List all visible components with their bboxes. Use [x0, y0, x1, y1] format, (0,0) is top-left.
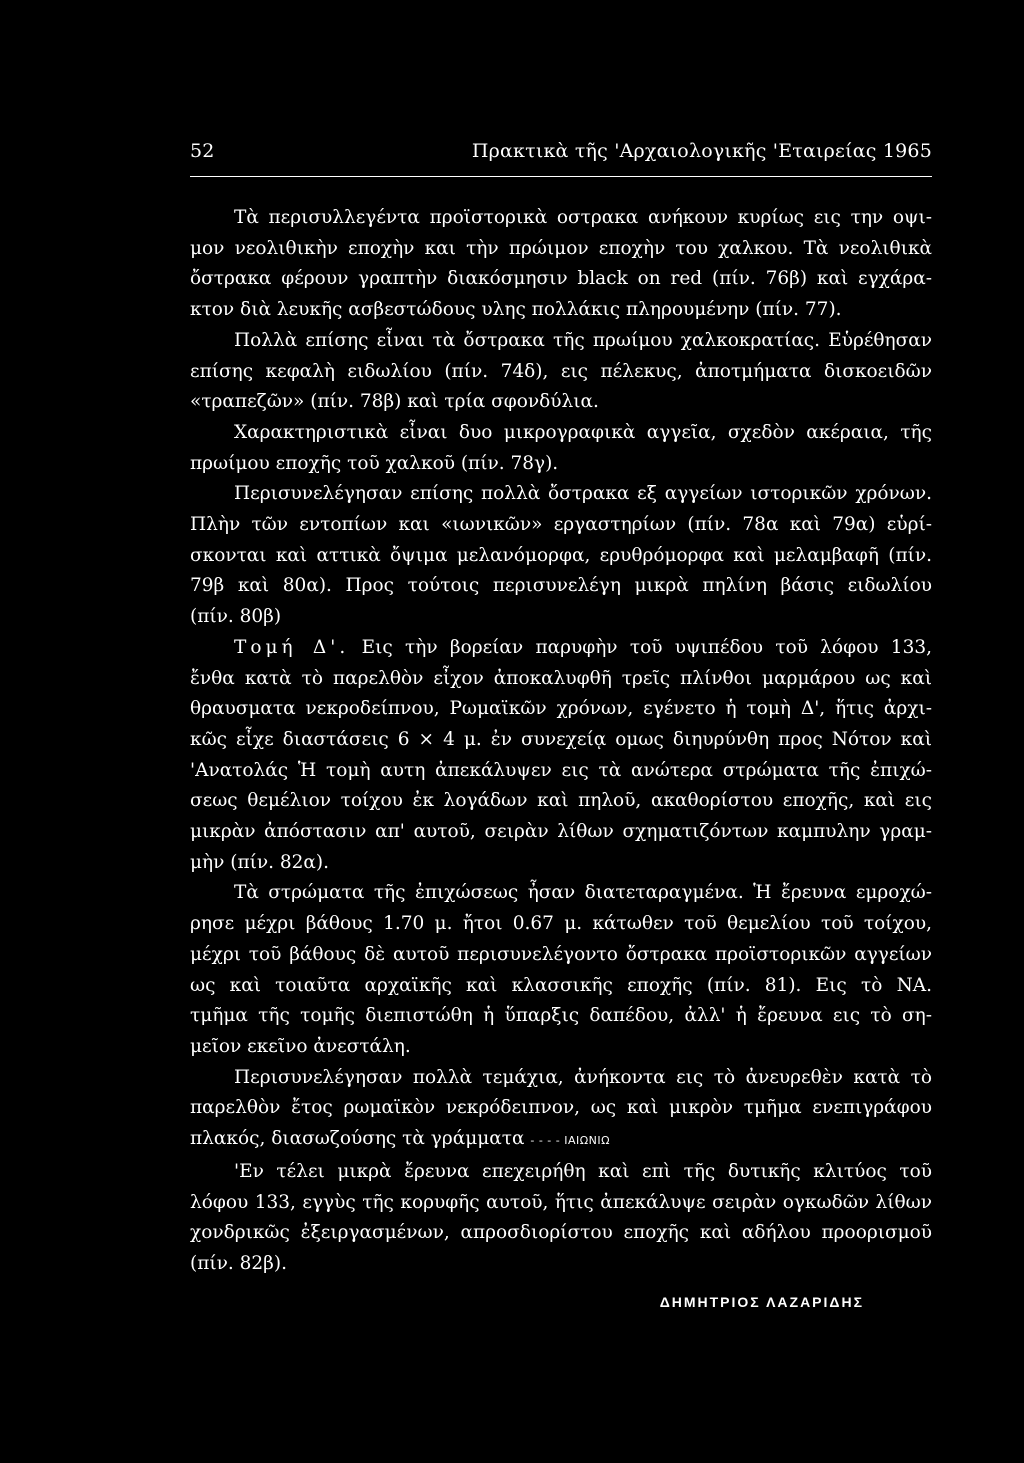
- inscription-text: - - - - ΙΑΙΩΝΙΩ: [530, 1134, 611, 1148]
- text-line: θραυσματα νεκροδείπνου, Ρωμαϊκῶν χρόνων, εγένετο ἡ τομὴ Δ', ἥτις ἀρχι-: [190, 698, 932, 720]
- text-line: παρελθὸν ἔτος ρωμαϊκὸν νεκρόδειπνον, ως καὶ μικρὸν τμῆμα ενεπιγράφου: [190, 1097, 932, 1119]
- text-line: μικρὰν ἀπόστασιν απ' αυτοῦ, σειρὰν λίθων σχηματιζόντων καμπυλην γραμ-: [190, 821, 932, 843]
- author-signature: ΔΗΜΗΤΡΙΟΣ ΛΑΖΑΡΙΔΗΣ: [659, 1293, 864, 1310]
- text-line: Πλὴν τῶν εντοπίων και «ιωνικῶν» εργαστηρίων (πίν. 78α καὶ 79α) εὑρί-: [190, 514, 932, 536]
- text-line: κτον διὰ λευκῆς ασβεστώδους υλης πολλάκις πληρουμένην (πίν. 77).: [190, 299, 842, 321]
- text-line: Τομή Δ'. Εις τὴν βορείαν παρυφὴν τοῦ υψιπέδου τοῦ λόφου 133,: [234, 636, 932, 658]
- text-line: ὄστρακα φέρουν γραπτὴν διακόσμησιν black on red (πίν. 76β) καὶ εγχάρα-: [190, 268, 932, 290]
- text-line: σκονται καὶ αττικὰ ὄψιμα μελανόμορφα, ερυθρόμορφα καὶ μελαμβαφῆ (πίν.: [190, 544, 932, 566]
- text-line: λόφου 133, εγγὺς τῆς κορυφῆς αυτοῦ, ἥτις ἀπεκάλυψε σειρὰν ογκωδῶν λίθων: [190, 1191, 932, 1213]
- text-line: Χαρακτηριστικὰ εἶναι δυο μικρογραφικὰ αγγεῖα, σχεδὸν ακέραια, τῆς: [234, 421, 932, 443]
- text-line: σεως θεμέλιον τοίχου ἐκ λογάδων καὶ πηλοῦ, ακαθορίστου εποχῆς, καὶ εις: [190, 790, 932, 812]
- text-line: κῶς εἶχε διαστάσεις 6 × 4 μ. ἐν συνεχείᾳ ομως διηυρύνθη προς Νότον καὶ: [190, 728, 932, 750]
- text-line: Πολλὰ επίσης εἶναι τὰ ὄστρακα τῆς πρωίμου χαλκοκρατίας. Εὑρέθησαν: [234, 329, 932, 351]
- text-line: ἔνθα κατὰ τὸ παρελθὸν εἶχον ἀποκαλυφθῆ τρεῖς πλίνθοι μαρμάρου ως καὶ: [190, 667, 932, 689]
- text-line: Τὰ περισυλλεγέντα προϊστορικὰ οστρακα ανήκουν κυρίως εις την οψι-: [234, 207, 932, 228]
- text-line: (πίν. 82β).: [190, 1252, 287, 1274]
- text-line: μέχρι τοῦ βάθους δὲ αυτοῦ περισυνελέγοντο ὄστρακα προϊστορικῶν αγγείων: [190, 943, 932, 965]
- section-heading: Τομή Δ'.: [234, 636, 350, 658]
- header-rule: [190, 176, 932, 177]
- text-line: 79β καὶ 80α). Προς τούτοις περισυνελέγη μικρὰ πηλίνη βάσις ειδωλίου: [190, 575, 932, 597]
- text-line: χονδρικῶς ἐξειργασμένων, απροσδιορίστου εποχῆς καὶ αδήλου προορισμοῦ: [190, 1222, 932, 1244]
- page: [190, 140, 932, 1310]
- text-line: 'Εν τέλει μικρὰ ἔρευνα επεχειρήθη καὶ επὶ τῆς δυτικῆς κλιτύος τοῦ: [234, 1160, 932, 1182]
- text-line: τμῆμα τῆς τομῆς διεπιστώθη ἡ ὕπαρξις δαπέδου, ἀλλ' ἡ ἔρευνα εις τὸ ση-: [190, 1005, 932, 1027]
- text-line: Τὰ στρώματα τῆς ἐπιχώσεως ἦσαν διατεταραγμένα. Ἡ ἔρευνα εμροχώ-: [234, 882, 932, 904]
- text-line: (πίν. 80β): [190, 606, 282, 628]
- text-line: Περισυνελέγησαν πολλὰ τεμάχια, ἀνήκοντα εις τὸ ἀνευρεθὲν κατὰ τὸ: [234, 1066, 932, 1088]
- text-line: πρωίμου εποχῆς τοῦ χαλκοῦ (πίν. 78γ).: [190, 452, 559, 474]
- running-header: [190, 140, 932, 162]
- running-title: Πρακτικὰ τῆς 'Αρχαιολογικῆς 'Εταιρείας 1965: [471, 140, 932, 162]
- text-line: 'Ανατολάς Ἡ τομὴ αυτη ἀπεκάλυψεν εις τὰ ανώτερα στρώματα τῆς ἐπιχώ-: [190, 759, 932, 781]
- text-line: ως καὶ τοιαῦτα αρχαϊκῆς καὶ κλασσικῆς εποχῆς (πίν. 81). Εις τὸ ΝΑ.: [190, 974, 932, 996]
- text-line: ρησε μέχρι βάθους 1.70 μ. ἤτοι 0.67 μ. κάτωθεν τοῦ θεμελίου τοῦ τοίχου,: [190, 913, 932, 935]
- text-line: πλακός, διασωζούσης τὰ γράμματα - - - - ΙΑΙΩΝΙΩ: [190, 1128, 611, 1150]
- text-line: επίσης κεφαλὴ ειδωλίου (πίν. 74δ), εις πέλεκυς, ἀποτμήματα δισκοειδῶν: [190, 360, 932, 382]
- page-number: 52: [190, 140, 215, 162]
- body-text: [190, 203, 932, 1280]
- text-line: μὴν (πίν. 82α).: [190, 851, 330, 873]
- text-line: μον νεολιθικὴν εποχὴν και τὴν πρώιμον εποχὴν του χαλκου. Τὰ νεολιθικὰ: [190, 237, 932, 259]
- text-line: Περισυνελέγησαν επίσης πολλὰ ὄστρακα εξ αγγείων ιστορικῶν χρόνων.: [234, 483, 932, 505]
- text-line: μεῖον εκεῖνο ἀνεστάλη.: [190, 1035, 411, 1057]
- text-line: «τραπεζῶν» (πίν. 78β) καὶ τρία σφονδύλια.: [190, 391, 599, 413]
